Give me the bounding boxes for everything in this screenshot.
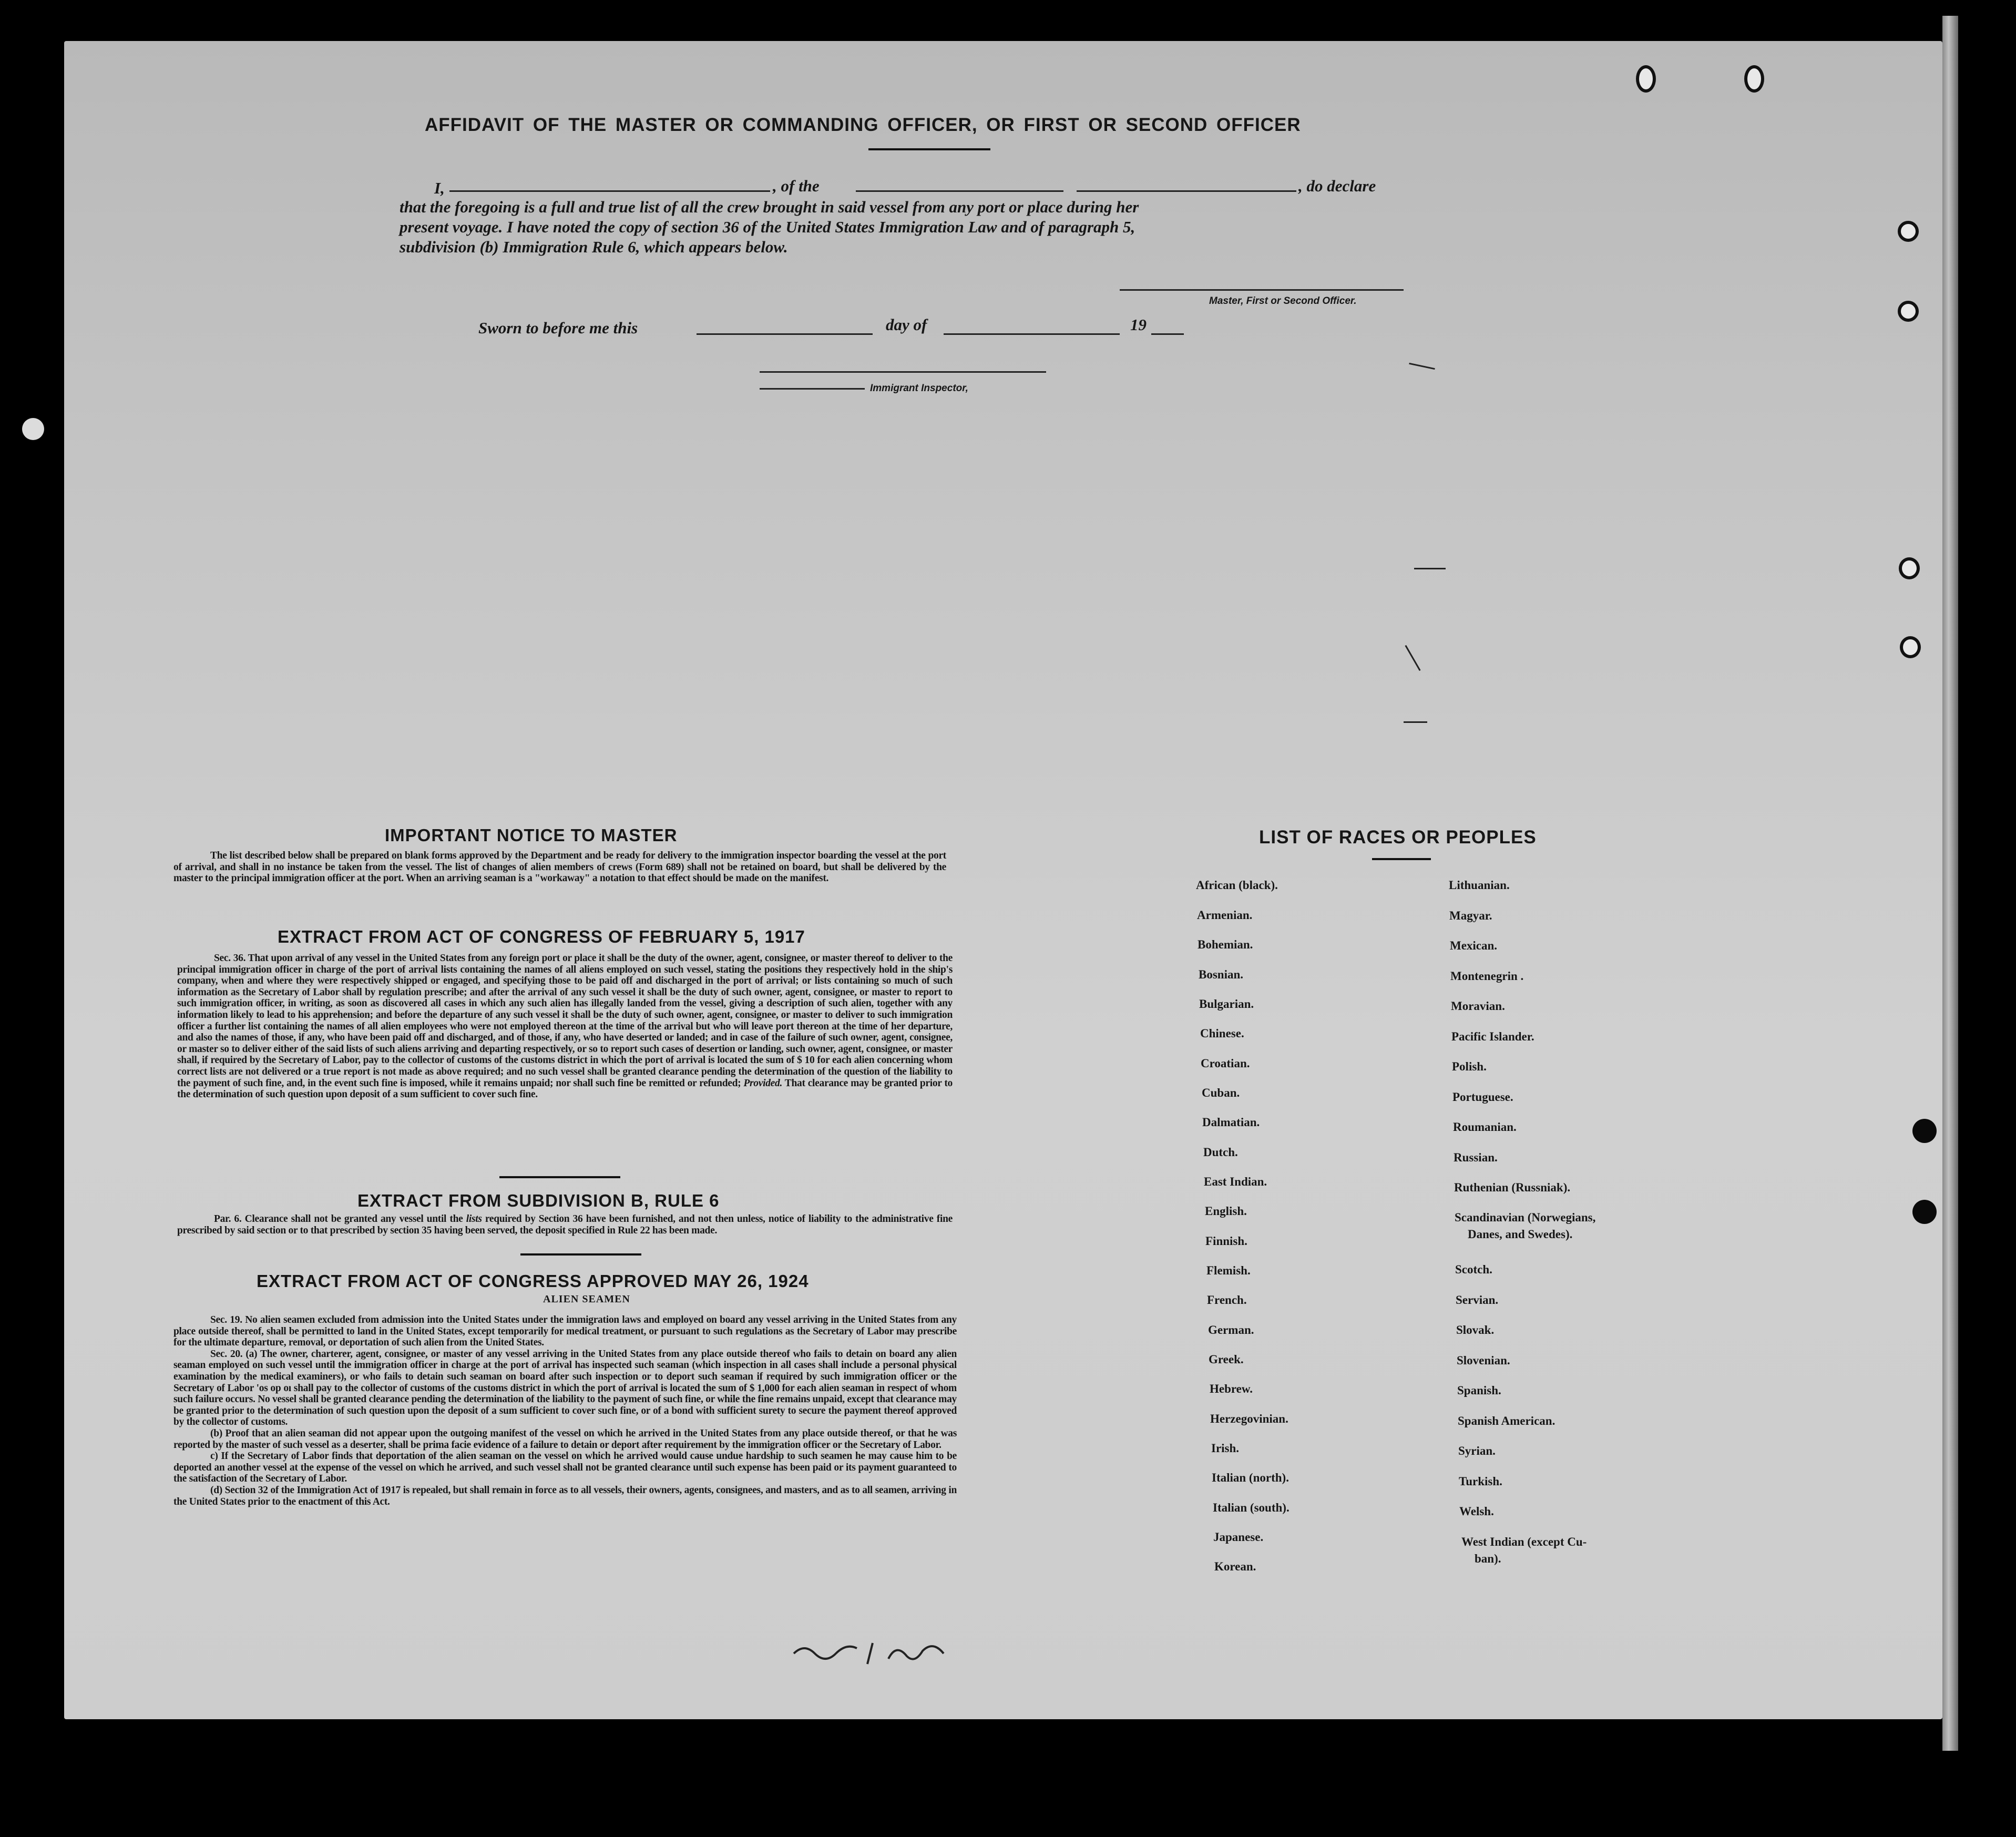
race-right-16: Slovenian. <box>1457 1354 1510 1367</box>
sworn-label: Sworn to before me this <box>478 319 638 337</box>
affidavit-body-line-3: subdivision (b) Immigration Rule 6, which appears below. <box>400 238 788 256</box>
name-blank[interactable] <box>449 190 770 192</box>
binder-hole-right-1 <box>1912 1119 1937 1143</box>
binder-ring-right-3 <box>1899 557 1920 579</box>
affidavit-of-the: , of the <box>773 177 820 195</box>
race-left-13: Flemish. <box>1206 1264 1251 1277</box>
affidavit-do-declare: , do declare <box>1298 177 1376 195</box>
binder-hole-left <box>22 418 44 440</box>
race-left-0: African (black). <box>1196 879 1278 892</box>
vessel-blank-2[interactable] <box>1077 190 1296 192</box>
race-right-6: Polish. <box>1452 1060 1487 1073</box>
extract-1917-text-start: Sec. 36. That upon arrival of any vessel in the United States from any foreign port or place it shall be the duty of the owner, agent, consignee, or master thereof to deliver to the principal immigration officer in charge of the port of arrival lists containing the names of all aliens employed on such vessel, stating the positions they respectively hold in the ship's company, when and where they were respectively shipped or engaged, and specifying those to be paid off and discharged in the port of arrival; or lists containing so much of such information as the Secretary of Labor shall by regulation prescribe; and after the arrival of any such vessel it shall be the duty of such owner, agent, consignee, or master to report to such immigration officer, in writing, as soon as discovered all cases in which any such alien has illegally landed from the vessel, giving a description of such alien, together with any information likely to lead to his apprehension; and before the departure of any such vessel it shall be the duty of such owner, agent, consignee, or master to deliver to such immigration officer a further list containing the names of all alien employees who were not employed thereon at the time of the arrival but who will leave port thereon at the time of her departure, and also the names of those, if any, who have been paid off and discharged, and of those, if any, who have deserted or landed; and in case of the failure of such owner, agent, consignee, or master so to deliver either of the said lists of such aliens arriving and departing respectively, or so to report such cases of desertion or landing, such owner, agent, consignee, or master shall, if required by the Secretary of Labor, pay to the collector of customs of the customs district in which the port of arrival is located the sum of $ 10 for each alien concerning whom correct lists are not delivered or a true report is not made as above required; and no such vessel shall be granted clearance pending the determination of the question of the liability to the payment of such fine, and, in the event such fine is imposed, while it remains unpaid; nor shall such fine be remitted or refunded; <box>177 953 953 1089</box>
race-left-14: French. <box>1207 1293 1247 1307</box>
race-left-23: Korean. <box>1214 1560 1256 1573</box>
affidavit-title-rule <box>868 148 990 150</box>
race-left-18: Herzegovinian. <box>1210 1412 1288 1425</box>
subdivision-lists: lists <box>466 1213 482 1224</box>
notice-title: IMPORTANT NOTICE TO MASTER <box>385 825 678 845</box>
race-right-18: Spanish American. <box>1458 1414 1556 1427</box>
binder-ring-top-2 <box>1744 65 1764 93</box>
day-of-label: day of <box>886 315 927 334</box>
race-left-17: Hebrew. <box>1210 1382 1253 1395</box>
race-right-11: Scandinavian (Norwegians, <box>1455 1211 1596 1224</box>
year-label: 19 <box>1130 315 1147 334</box>
race-left-5: Chinese. <box>1200 1027 1244 1040</box>
race-right-17: Spanish. <box>1457 1384 1501 1397</box>
race-left-22: Japanese. <box>1213 1530 1264 1544</box>
inspector-caption: Immigrant Inspector, <box>870 383 968 394</box>
race-right-14: Servian. <box>1456 1293 1499 1307</box>
inspector-line-1[interactable] <box>760 371 1046 373</box>
binder-hole-right-2 <box>1912 1200 1937 1224</box>
race-left-11: English. <box>1205 1205 1247 1218</box>
race-right-9: Russian. <box>1454 1151 1498 1164</box>
extract-1917-provided: Provided. <box>743 1077 783 1089</box>
sec-20c-text: c) If the Secretary of Labor finds that deportation of the alien seaman on the vessel on which he arrived would cause undue hardship to such seamen he may cause him to be deported an another vessel at the expense of the vessel on which he arrived, and such vessel shall not be granted clearance until such expense has been paid or its payment guaranteed to the satisfaction of the Secretary of Labor. <box>173 1451 957 1485</box>
race-left-6: Croatian. <box>1201 1057 1250 1070</box>
subdivision-text-a: Par. 6. Clearance shall not be granted any vessel until the <box>214 1213 463 1224</box>
vessel-blank-1[interactable] <box>856 190 1063 192</box>
race-right-1: Magyar. <box>1449 909 1492 922</box>
race-right-21: Welsh. <box>1459 1505 1494 1518</box>
sec-20d-text: (d) Section 32 of the Immigration Act of 1917 is repealed, but shall remain in force as to all vessels, their owners, agents, consignees, and masters, and as to all seamen, arriving in the United States prior to the enactment of this Act. <box>173 1484 957 1507</box>
affidavit-body-line-1: that the foregoing is a full and true list of all the crew brought in said vessel from any port or place during her <box>400 198 1139 216</box>
subdivision-title: EXTRACT FROM SUBDIVISION B, RULE 6 <box>357 1191 720 1210</box>
race-left-16: Greek. <box>1209 1353 1244 1366</box>
handwritten-scribble <box>789 1632 978 1675</box>
race-left-2: Bohemian. <box>1198 938 1253 951</box>
race-right-7: Portuguese. <box>1452 1090 1513 1104</box>
sec-20-text: Sec. 20. (a) The owner, charterer, agent, consignee, or master of any vessel arriving in the United States from any place outside thereof who fails to detain on board any alien seaman employed on such vessel until the immigration officer in charge at the port of arrival has inspected such seaman (which inspection in all cases shall include a personal physical examination by the medical examiners), or who fails to detain such seaman on board after such inspection or to deport such seaman if required by such immigration officer or the Secretary of Labor 'os op oı shall pay to the collector of customs of the customs district in which the port of arrival is located the sum of $ 1,000 for each alien seaman in respect of whom such failure occurs. No vessel shall be granted clearance pending the determination of the liability to the payment of such fine, or while the fine remains unpaid, except that clearance may be granted prior to the determination of such question upon the deposit of a sum sufficient to cover such fine, or of a bond with sufficient surety to secure the payment thereof approved by the collector of customs. <box>173 1348 957 1428</box>
race-right-0: Lithuanian. <box>1449 879 1510 892</box>
race-left-19: Irish. <box>1211 1442 1240 1455</box>
race-right-23: ban). <box>1475 1552 1501 1565</box>
extract-1917-title: EXTRACT FROM ACT OF CONGRESS OF FEBRUARY 5, 1917 <box>278 927 805 946</box>
affidavit-i-label: I, <box>434 179 445 197</box>
race-left-4: Bulgarian. <box>1199 997 1254 1011</box>
races-title-rule <box>1372 858 1431 860</box>
race-left-3: Bosnian. <box>1199 968 1244 981</box>
race-left-9: Dutch. <box>1203 1146 1238 1159</box>
race-left-15: German. <box>1208 1323 1254 1336</box>
races-title: LIST OF RACES OR PEOPLES <box>1259 827 1537 848</box>
inspector-line-2[interactable] <box>760 388 865 390</box>
race-right-3: Montenegrin . <box>1450 969 1524 983</box>
race-left-21: Italian (south). <box>1213 1501 1290 1514</box>
extract-1924-text <box>173 1314 957 1507</box>
subdivision-text <box>177 1213 953 1236</box>
race-right-8: Roumanian. <box>1453 1120 1517 1134</box>
race-right-10: Ruthenian (Russniak). <box>1454 1181 1571 1194</box>
faint-mark-4 <box>1404 721 1427 723</box>
race-right-20: Turkish. <box>1459 1475 1502 1488</box>
master-signature-line[interactable] <box>1120 289 1404 291</box>
race-right-22: West Indian (except Cu- <box>1461 1535 1587 1548</box>
year-blank[interactable] <box>1151 333 1184 335</box>
binder-ring-right-1 <box>1898 221 1919 242</box>
race-right-12: Danes, and Swedes). <box>1468 1228 1573 1241</box>
notice-text: The list described below shall be prepared on blank forms approved by the Department and be ready for delivery to the immigration inspector boarding the vessel at the port of arrival, and shall in no instance be taken from the vessel. The list of changes of alien members of crews (Form 689) shall not be retained on board, but shall be delivered by the master to the principal immigration officer at the port. When an arriving seaman is a "workaway" a notation to that effect should be made on the manifest. <box>173 850 946 884</box>
race-right-5: Pacific Islander. <box>1451 1030 1534 1043</box>
race-left-12: Finnish. <box>1205 1234 1247 1248</box>
subdivision-rule <box>520 1253 641 1256</box>
race-right-15: Slovak. <box>1456 1323 1495 1336</box>
sworn-month-blank[interactable] <box>944 333 1120 335</box>
master-signature-caption: Master, First or Second Officer. <box>1209 295 1357 307</box>
sec-19-text: Sec. 19. No alien seamen excluded from admission into the United States under the immigration laws and employed on board any vessel arriving in the United States from any place outside thereof, shall be permitted to land in the United States, except temporarily for medical treatment, or pursuant to such regulations as the Secretary of Labor may prescribe for the ultimate departure, removal, or deportation of such alien from the United States. <box>173 1314 957 1349</box>
extract-1924-subtitle: ALIEN SEAMEN <box>543 1293 630 1305</box>
subdivision-text-b: required by Section 36 have been furnished, and not then unless, notice of liability to the administrative fine prescribed by said section or to that prescribed by section 35 having been served, the deposit specified in Rule 22 has been made. <box>177 1213 953 1236</box>
binder-ring-right-4 <box>1900 636 1921 658</box>
binder-ring-right-2 <box>1898 301 1919 322</box>
sworn-day-blank[interactable] <box>697 333 873 335</box>
extract-1917-text <box>177 953 953 1100</box>
affidavit-body-line-2: present voyage. I have noted the copy of section 36 of the United States Immigration Law and of paragraph 5, <box>400 218 1135 236</box>
race-right-19: Syrian. <box>1458 1444 1496 1457</box>
binder-ring-top-1 <box>1636 65 1656 93</box>
faint-mark-2 <box>1414 568 1446 569</box>
race-left-7: Cuban. <box>1202 1086 1240 1099</box>
race-left-10: East Indian. <box>1204 1175 1267 1188</box>
sheet-edge-shadow <box>1942 16 1958 1751</box>
sec-20b-text: (b) Proof that an alien seaman did not appear upon the outgoing manifest of the vessel on which he arrived in the United States from any place outside thereof, or that he was reported by the master of such vessel as a deserter, shall be prima facie evidence of a failure to detain or deport after requirement by the immigration officer or the Secretary of Labor. <box>173 1427 957 1451</box>
race-left-20: Italian (north). <box>1212 1471 1289 1484</box>
extract-1917-text-end: That clearance may be granted prior to the determination of such question upon deposit of a sum sufficient to cover such fine. <box>177 1077 953 1100</box>
race-left-8: Dalmatian. <box>1202 1116 1260 1129</box>
extract-1924-title: EXTRACT FROM ACT OF CONGRESS APPROVED MAY 26, 1924 <box>257 1271 809 1291</box>
race-left-1: Armenian. <box>1197 909 1253 922</box>
race-right-2: Mexican. <box>1450 939 1498 952</box>
race-right-13: Scotch. <box>1455 1263 1492 1276</box>
affidavit-title: AFFIDAVIT OF THE MASTER OR COMMANDING OFFICER, OR FIRST OR SECOND OFFICER <box>425 115 1301 135</box>
extract-1917-rule <box>499 1176 620 1178</box>
race-right-4: Moravian. <box>1451 999 1505 1013</box>
